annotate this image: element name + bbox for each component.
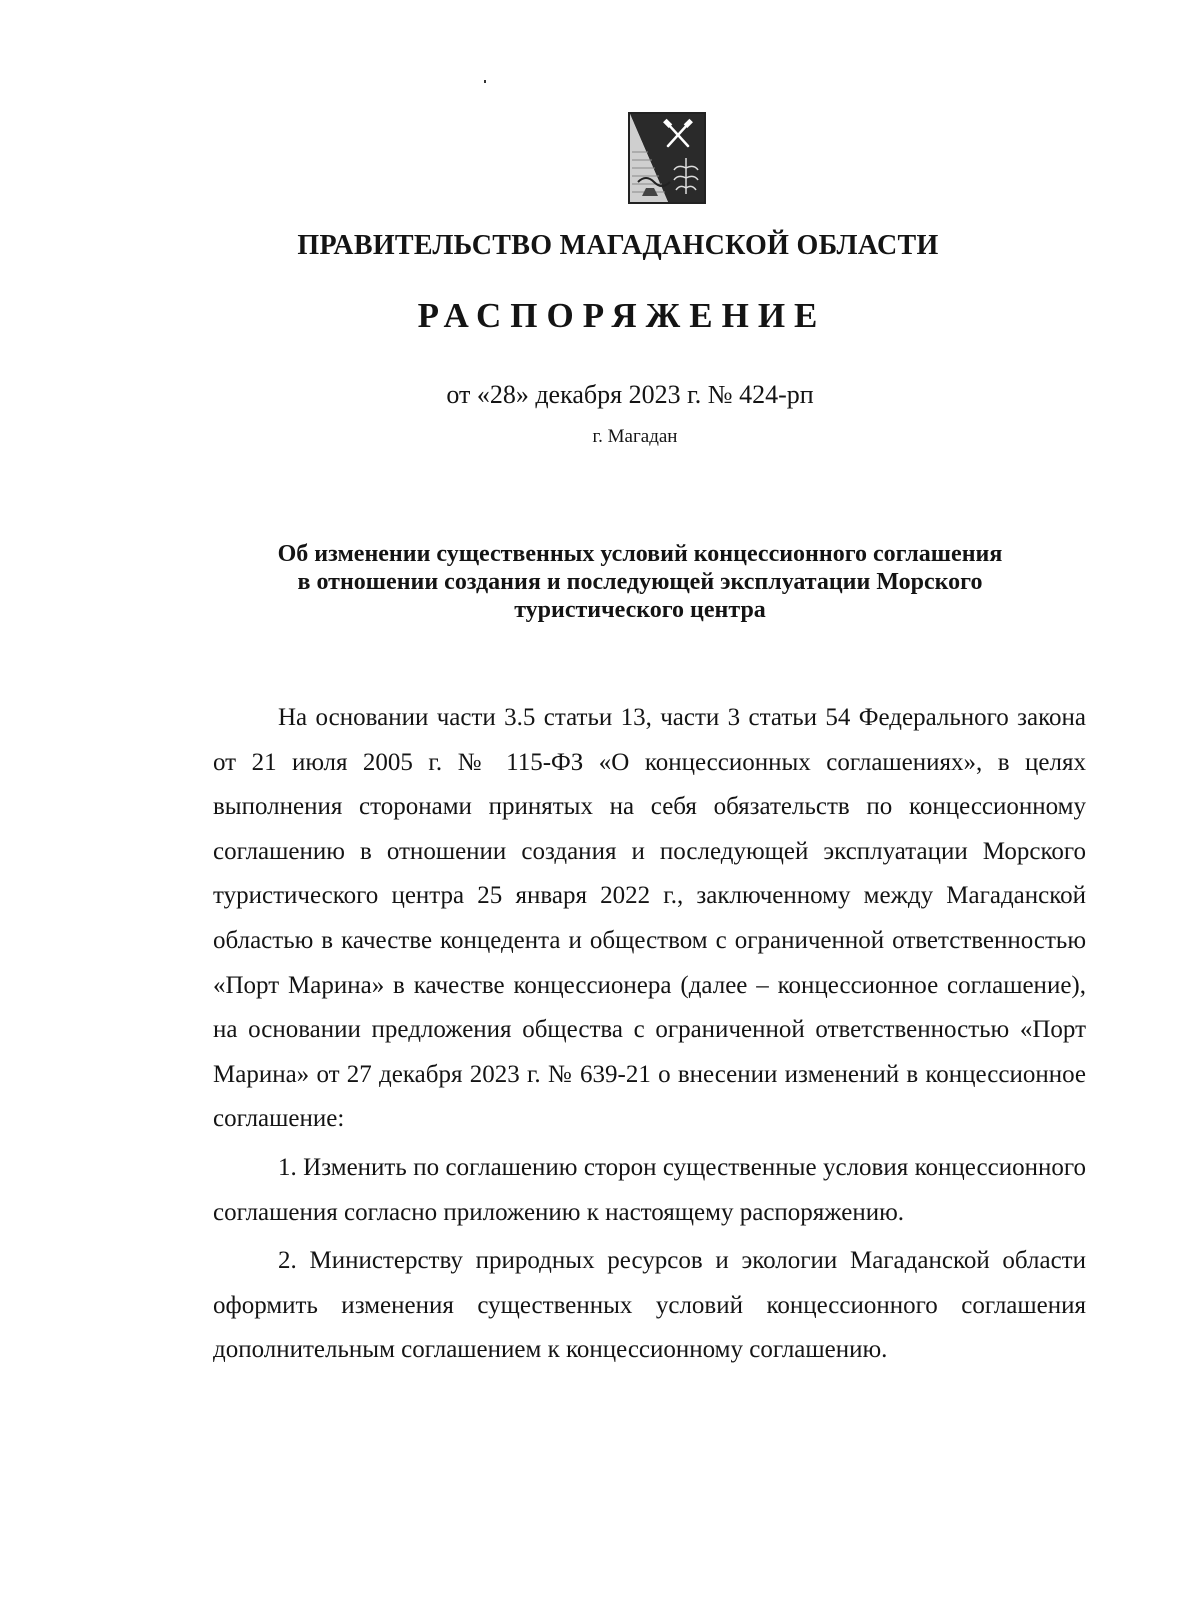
document-city: г. Магадан <box>592 426 678 447</box>
resolution-item-1: 1. Изменить по соглашению сторон существенные условия концессионного соглашения согласно приложению к настоящему распоряжению. <box>213 1153 1086 1226</box>
subject-line: туристического центра <box>514 597 766 623</box>
subject-line: в отношении создания и последующей эксплуатации Морского <box>297 569 983 595</box>
document-body <box>213 696 1086 1373</box>
subject-line: Об изменении существенных условий концессионного соглашения <box>277 541 1003 567</box>
document-type-title: РАСПОРЯЖЕНИЕ <box>417 296 827 335</box>
preamble-paragraph: На основании части 3.5 статьи 13, части 3 статьи 54 Федерального закона от 21 июля 2005 г. № 115-ФЗ «О концессионных соглашениях», в целях выполнения сторонами принятых на себя обязательств по концессионному соглашению в отношении создания и последующей эксплуатации Морского туристического центра 25 января 2022 г., заключенному между Магаданской областью в качестве концедента и обществом с ограниченной ответственностью «Порт Марина» в качестве концессионера (далее – концессионное соглашение), на основании предложения общества с ограниченной ответственностью «Порт Марина» от 27 декабря 2023 г. № 639-21 о внесении изменений в концессионное соглашение: <box>213 704 1086 1133</box>
resolution-item-2: 2. Министерству природных ресурсов и экологии Магаданской области оформить изменения существенных условий концессионного соглашения дополнительным соглашением к концессионному соглашению. <box>213 1247 1086 1364</box>
scan-speck <box>484 80 486 83</box>
document-subject <box>200 540 1080 624</box>
document-date-number: от «28» декабря 2023 г. № 424-рп <box>446 380 814 409</box>
coat-of-arms-emblem <box>628 112 706 204</box>
organization-name: ПРАВИТЕЛЬСТВО МАГАДАНСКОЙ ОБЛАСТИ <box>297 230 939 261</box>
